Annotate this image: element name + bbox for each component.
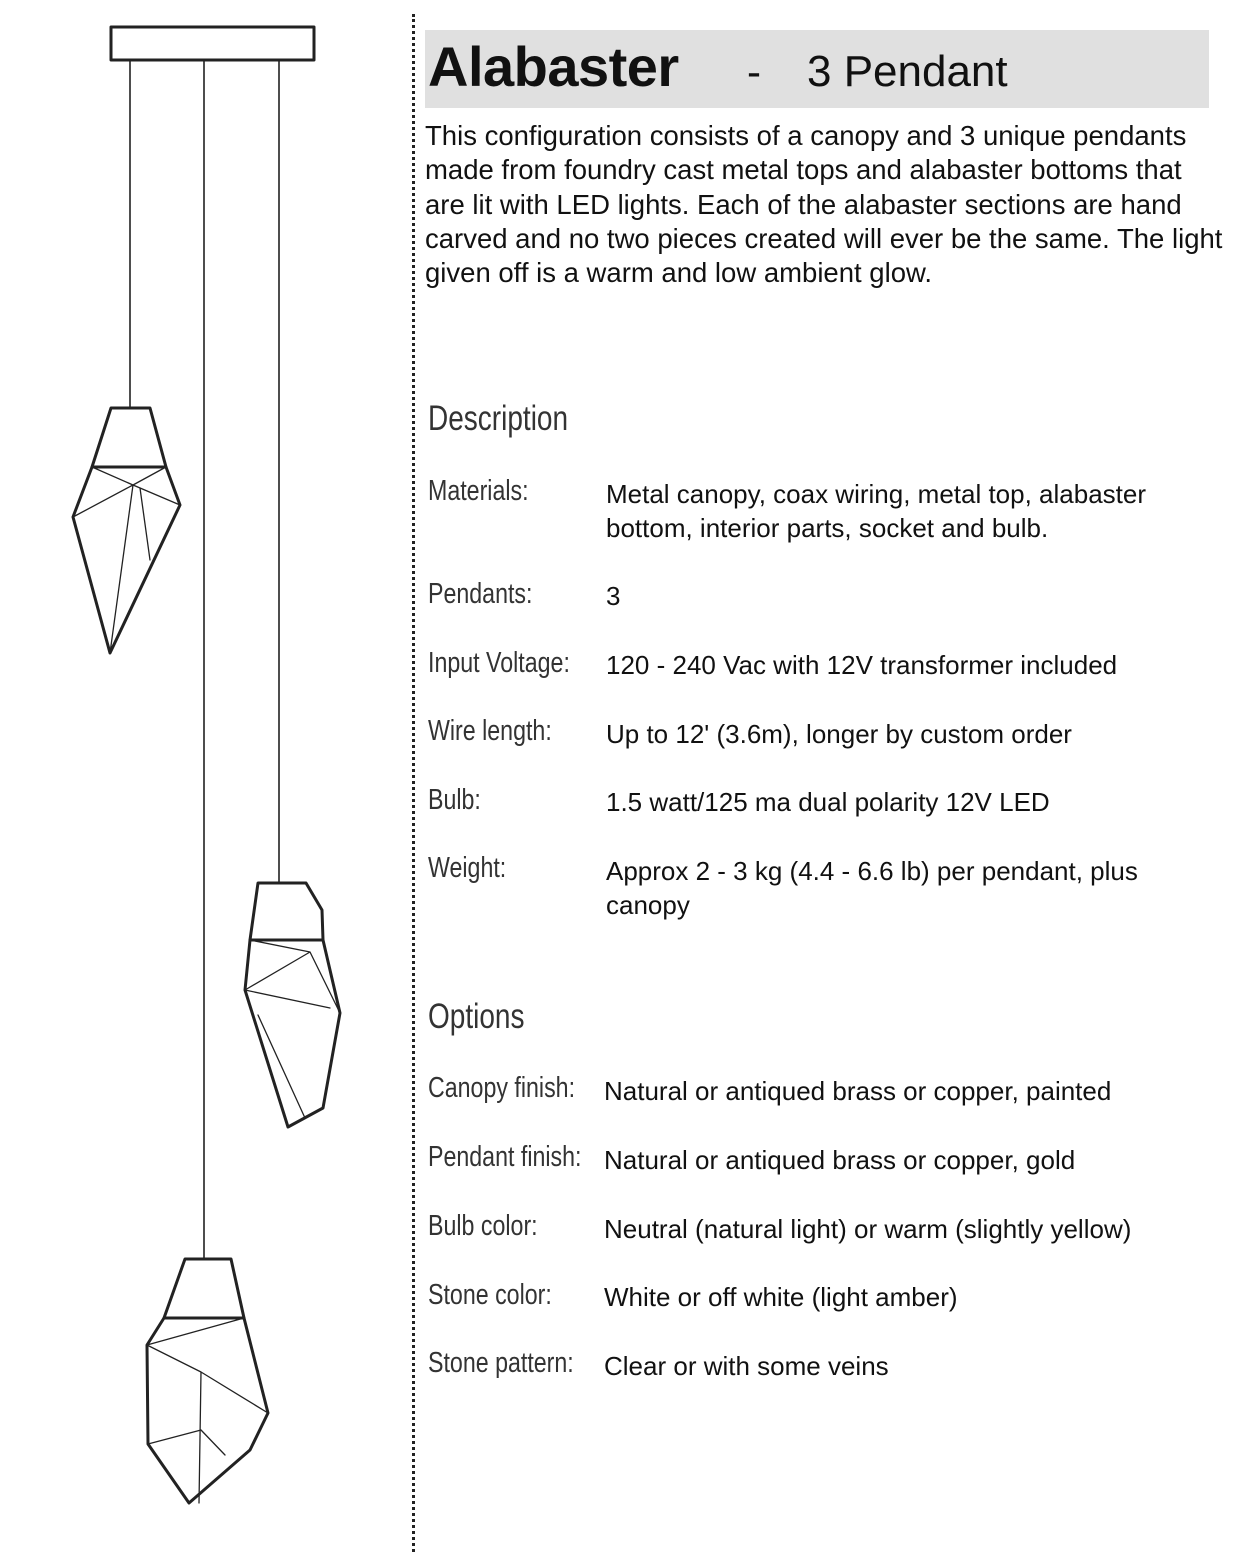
option-value-canopy-finish: Natural or antiqued brass or copper, painted xyxy=(604,1076,1112,1106)
spec-label-pendants: Pendants: xyxy=(428,578,533,610)
dotted-divider xyxy=(412,14,415,1552)
title-bar xyxy=(425,30,1209,108)
spec-label-wire-length: Wire length: xyxy=(428,715,552,747)
options-heading: Options xyxy=(428,997,525,1036)
spec-label-input-voltage: Input Voltage: xyxy=(428,647,570,679)
description-heading: Description xyxy=(428,399,569,438)
option-label-pendant-finish: Pendant finish: xyxy=(428,1141,582,1173)
option-value-pendant-finish: Natural or antiqued brass or copper, gold xyxy=(604,1145,1076,1175)
option-value-stone-color: White or off white (light amber) xyxy=(604,1282,958,1312)
canopy-shape xyxy=(111,27,314,60)
option-value-stone-pattern: Clear or with some veins xyxy=(604,1351,889,1381)
pendant-bottom xyxy=(147,1259,268,1503)
spec-value-materials: Metal canopy, coax wiring, metal top, alabaster bottom, interior parts, socket and bulb. xyxy=(606,479,1147,543)
pendant-right xyxy=(245,883,340,1127)
spec-value-wire-length: Up to 12' (3.6m), longer by custom order xyxy=(606,719,1072,749)
spec-value-pendants: 3 xyxy=(606,581,621,611)
option-value-bulb-color: Neutral (natural light) or warm (slightly yellow) xyxy=(604,1214,1132,1244)
spec-label-weight: Weight: xyxy=(428,852,507,884)
spec-label-bulb: Bulb: xyxy=(428,784,481,816)
configuration-name: 3 Pendant xyxy=(807,47,1008,96)
title-separator: - xyxy=(747,48,761,95)
spec-value-input-voltage: 120 - 240 Vac with 12V transformer included xyxy=(606,650,1118,680)
pendant-illustration xyxy=(0,0,410,1556)
option-label-stone-color: Stone color: xyxy=(428,1279,552,1311)
intro-paragraph: This configuration consists of a canopy and 3 unique pendants made from foundry cast metal tops and alabaster bottoms that are lit with LED lights. Each of the alabaster sections are hand carved and no two pieces created will ever be the same. The light given off is a warm and low ambient glow. xyxy=(425,120,1223,289)
option-label-canopy-finish: Canopy finish: xyxy=(428,1072,576,1104)
spec-label-materials: Materials: xyxy=(428,475,529,507)
spec-value-bulb: 1.5 watt/125 ma dual polarity 12V LED xyxy=(606,787,1050,817)
product-name: Alabaster xyxy=(428,35,679,98)
spec-value-weight: Approx 2 - 3 kg (4.4 - 6.6 lb) per pendant, plus canopy xyxy=(606,856,1138,920)
pendant-upper-left xyxy=(73,408,180,653)
option-label-bulb-color: Bulb color: xyxy=(428,1210,538,1242)
option-label-stone-pattern: Stone pattern: xyxy=(428,1347,574,1379)
